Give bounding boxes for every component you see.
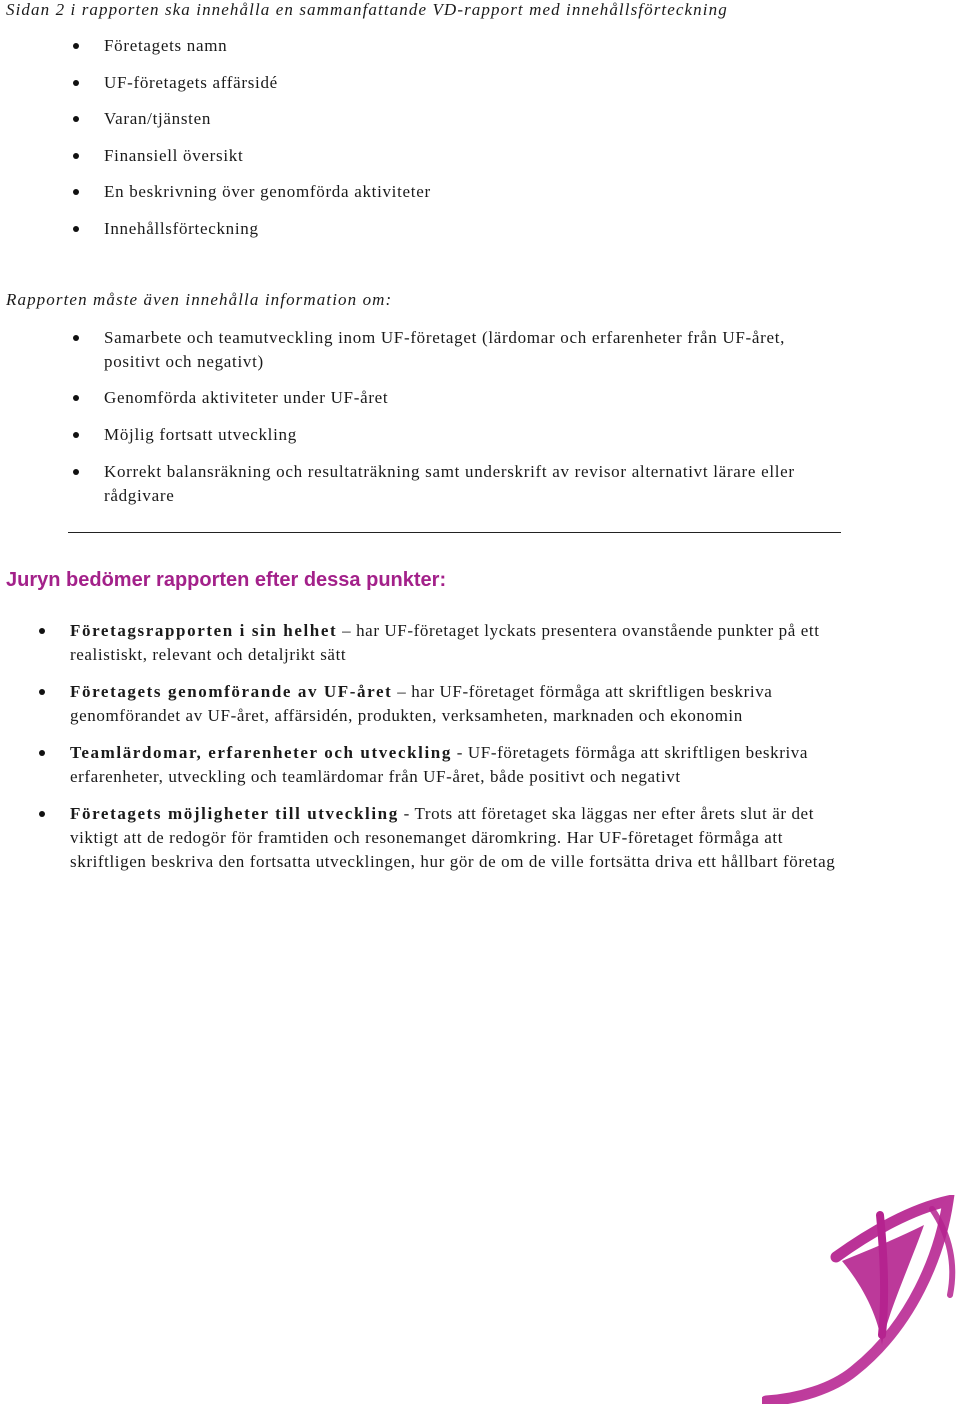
jury-criteria-list [70, 619, 840, 874]
criteria-title: Företagets möjligheter till utveckling [70, 804, 399, 823]
ung-foretagsamhet-logo-icon [762, 1195, 960, 1404]
bullet-icon [39, 750, 45, 756]
criteria-text: Trots att företaget ska läggas ner efter årets slut är det viktigt att de redogör för framtiden och resonemanget däromkring. Har UF-företaget förmåga att skriftligen beskriva den fortsatta utvecklingen, hur gör de om de ville fortsätta driva ett hållbart företag [70, 804, 836, 871]
list-item [104, 423, 824, 447]
list-item [104, 386, 824, 410]
list-item [104, 182, 824, 219]
bullet-icon [73, 395, 79, 401]
additional-info-list [104, 326, 824, 508]
additional-info-intro: Rapporten måste även innehålla information om: [6, 290, 393, 309]
bullet-icon [73, 189, 79, 195]
bullet-icon [73, 80, 79, 86]
criteria-item [70, 680, 840, 728]
bullet-icon [39, 811, 45, 817]
list-item [104, 73, 824, 110]
bullet-icon [39, 628, 45, 634]
horizontal-divider [68, 532, 841, 533]
list-item [104, 460, 824, 508]
criteria-title: Teamlärdomar, erfarenheter och utveckling [70, 743, 452, 762]
jury-heading: Juryn bedömer rapporten efter dessa punkter: [6, 569, 447, 591]
list-item-text: Genomförda aktiviteter under UF-året [104, 388, 389, 407]
list-item-text: Varan/tjänsten [104, 109, 212, 128]
bullet-icon [73, 432, 79, 438]
list-item-text: Korrekt balansräkning och resultaträkning samt underskrift av revisor alternativt lärare eller rådgivare [104, 462, 795, 505]
list-item-text: Samarbete och teamutveckling inom UF-företaget (lärdomar och erfarenheter från UF-året, positivt och negativt) [104, 328, 786, 371]
intro-text: Sidan 2 i rapporten ska innehålla en sammanfattande VD-rapport med innehållsförteckning [6, 0, 728, 19]
bullet-icon [73, 226, 79, 232]
criteria-item [70, 619, 840, 667]
list-item-text: En beskrivning över genomförda aktiviteter [104, 182, 431, 201]
report-contents-list [104, 36, 824, 255]
list-item-text: UF-företagets affärsidé [104, 72, 278, 92]
criteria-text: har UF-företaget förmåga att skriftligen beskriva genomförandet av UF-året, affärsidén, produkten, verksamheten, marknaden och ekonomin [70, 682, 773, 725]
criteria-text: har UF-företaget lyckats presentera ovanstående punkter på ett realistiskt, relevant och detaljrikt sätt [70, 621, 820, 664]
list-item [104, 109, 824, 146]
bullet-icon [73, 335, 79, 341]
list-item [104, 326, 824, 374]
criteria-text: UF-företagets förmåga att skriftligen beskriva erfarenheter, utveckling och teamlärdomar från UF-året, både positivt och negativt [70, 743, 809, 786]
list-item-text: Innehållsförteckning [104, 218, 259, 238]
list-item [104, 219, 824, 256]
criteria-separator: - [398, 804, 415, 823]
bullet-icon [73, 116, 79, 122]
criteria-separator: – [337, 621, 357, 640]
criteria-separator: – [392, 682, 412, 701]
criteria-title: Företagets genomförande av UF-året [70, 682, 393, 701]
list-item-text: Möjlig fortsatt utveckling [104, 425, 297, 444]
criteria-item [70, 741, 840, 789]
bullet-icon [73, 43, 79, 49]
criteria-item [70, 802, 840, 874]
criteria-separator: - [451, 743, 468, 762]
bullet-icon [39, 689, 45, 695]
bullet-icon [73, 153, 79, 159]
list-item [104, 36, 824, 73]
list-item-text: Finansiell översikt [104, 145, 244, 165]
bullet-icon [73, 469, 79, 475]
criteria-title: Företagsrapporten i sin helhet [70, 621, 338, 640]
list-item-text: Företagets namn [104, 36, 228, 55]
list-item [104, 146, 824, 183]
